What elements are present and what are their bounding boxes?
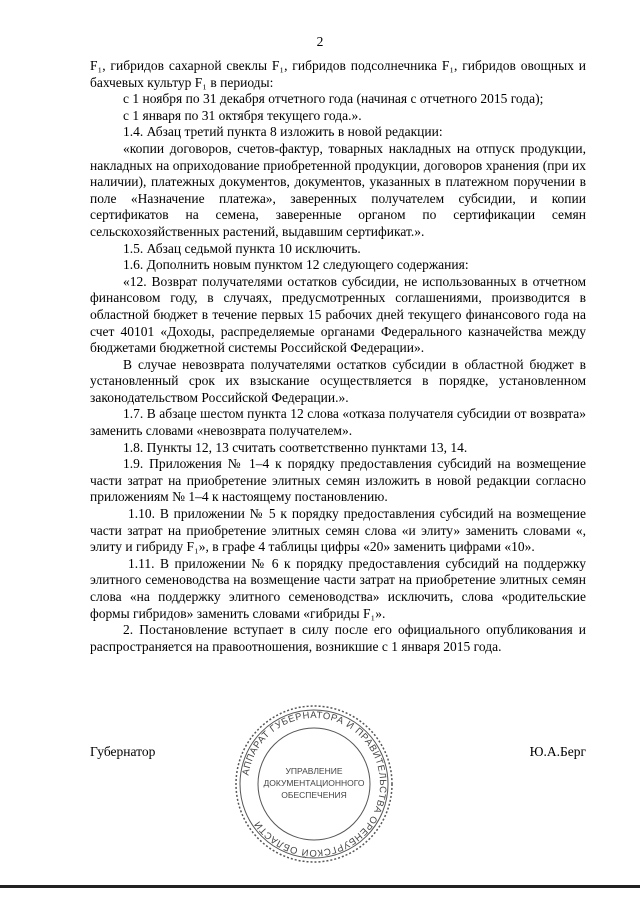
paragraph: 2. Постановление вступает в силу после его официального опубликования и распространяется на правоотношения, возникшие с 1 января 2015 года. xyxy=(90,622,586,654)
paragraph: 1.5. Абзац седьмой пункта 10 исключить. xyxy=(123,240,361,256)
paragraph: 1.8. Пункты 12, 13 считать соответственно пунктами 13, 14. xyxy=(123,439,468,455)
stamp-outer-text: АППАРАТ ГУБЕРНАТОРА И ПРАВИТЕЛЬСТВА ОРЕНБУРГСКОЙ ОБЛАСТИ xyxy=(240,709,389,859)
page-bottom-rule xyxy=(0,885,640,888)
stamp-line-3: ОБЕСПЕЧЕНИЯ xyxy=(281,790,347,800)
stamp-line-2: ДОКУМЕНТАЦИОННОГО xyxy=(263,778,365,788)
paragraph: 1.4. Абзац третий пункта 8 изложить в новой редакции: xyxy=(123,124,443,140)
paragraph: «12. Возврат получателями остатков субсидии, не использованных в отчетном финансовом году, в случаях, предусмотренных соглашениями, производится в областной бюджет в течение первых 15 рабочих дней текущего финансового года на счет 40101 «Доходы, распределяемые органами Федерального казначейства между бюджетами бюджетной системы Российской Федерации». xyxy=(90,273,586,356)
paragraph: с 1 ноября по 31 декабря отчетного года (начиная с отчетного 2015 года); xyxy=(123,91,544,107)
paragraph: «копии договоров, счетов-фактур, товарных накладных на отпуск продукции, накладных на оприходование приобретенной продукции, договоров хранения (при их наличии), платежных документов, документов, указанных в платежном поручении в поле «Назначение платежа», заверенных получателем субсидии, и копии сертификатов на семена, заверенные органом по сертификации семян сельскохозяйственных растений, выдавшим сертификат.». xyxy=(90,140,586,239)
paragraph: с 1 января по 31 октября текущего года.». xyxy=(123,107,362,123)
paragraph: 1.11. В приложении № 6 к порядку предоставления субсидий на поддержку элитного семеноводства на возмещение части затрат на приобретение элитных семян слова «на поддержку элитного семеноводства» исключить, слова «родительские формы гибридов» заменить словами «гибриды F₁». xyxy=(90,555,586,621)
paragraph: F₁, гибридов сахарной свеклы F₁, гибридов подсолнечника F₁, гибридов овощных и бахчевых культур F₁ в периоды: xyxy=(90,58,586,90)
paragraph: В случае невозврата получателями остатков субсидии в областной бюджет в установленный срок их взыскание осуществляется в порядке, установленном законодательством Российской Федерации.». xyxy=(90,356,586,405)
paragraph: 1.9. Приложения № 1–4 к порядку предоставления субсидий на возмещение части затрат на приобретение элитных семян изложить в новой редакции согласно приложениям № 1–4 к настоящему постановлению. xyxy=(90,456,586,505)
paragraph: 1.7. В абзаце шестом пункта 12 слова «отказа получателя субсидии от возврата» заменить словами «невозврата получателем». xyxy=(90,406,586,439)
signatory-name: Ю.А.Берг xyxy=(529,744,586,759)
official-stamp xyxy=(232,702,396,866)
page-number: 2 xyxy=(316,34,324,49)
stamp-line-1: УПРАВЛЕНИЕ xyxy=(285,766,343,776)
paragraph: 1.6. Дополнить новым пунктом 12 следующего содержания: xyxy=(123,257,469,273)
document-body xyxy=(90,58,586,655)
signatory-title: Губернатор xyxy=(90,744,156,759)
paragraph: 1.10. В приложении № 5 к порядку предоставления субсидий на возмещение части затрат на приобретение элитных семян слова «и элиту» заменить словами «, элиту и гибриду F₁», в графе 4 таблицы цифры «20» заменить цифрами «10». xyxy=(90,506,586,555)
